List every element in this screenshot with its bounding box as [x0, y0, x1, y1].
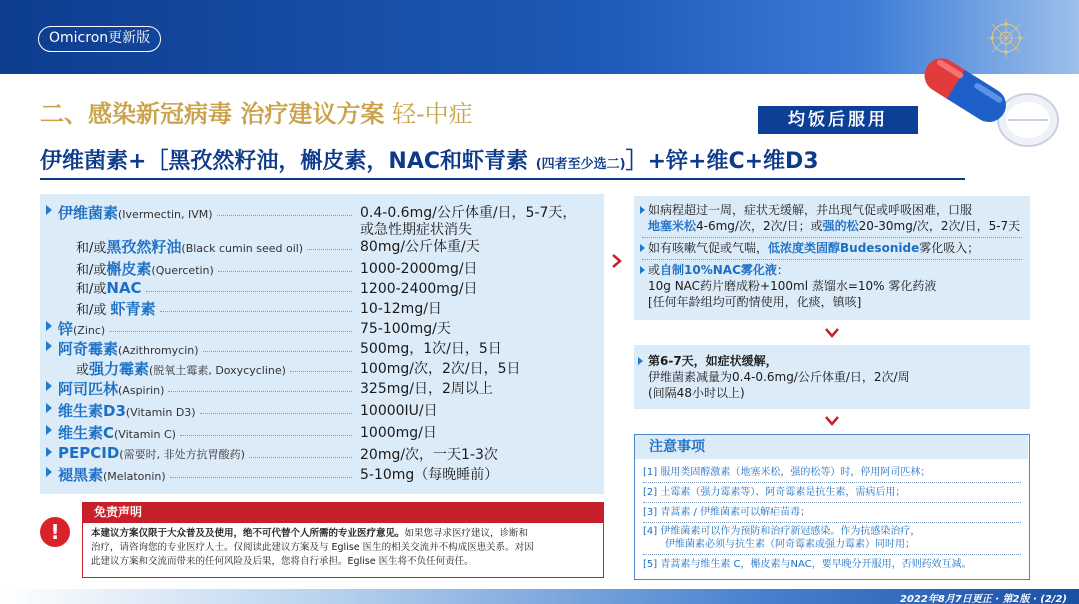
- medication-row: [40, 464, 604, 484]
- medication-english-name: (Melatonin): [103, 470, 166, 483]
- divider: [642, 237, 1022, 238]
- disclaimer-line1: 如果您寻求医疗建议，诊断和: [404, 528, 529, 539]
- medication-name: [76, 358, 286, 379]
- medication-dose: 0.4-0.6mg/公斤体重/日，5-7天，: [360, 205, 577, 221]
- bullet-arrow-icon: [46, 447, 52, 457]
- medication-name: [76, 258, 214, 279]
- list-item: [648, 218, 1020, 234]
- ivermectin-taper: 伊维菌素减量为0.4-0.6mg/公斤体重/日，2次/周: [648, 370, 910, 384]
- nac-label: 自制10%NAC雾化液: [660, 263, 777, 277]
- day6-7-panel: [634, 345, 1030, 409]
- medication-dose: 1000-2000mg/日: [360, 261, 478, 277]
- leader-dots: [109, 331, 352, 332]
- medication-row: [40, 422, 604, 442]
- bullet-arrow-icon: [46, 321, 52, 331]
- medication-prefix: 和/或: [76, 282, 107, 297]
- note-item: [5] 青蒿素与维生素 C，槲皮素与NAC，要早晚分开服用，否则药效互减。: [643, 559, 972, 570]
- medication-dose: 325mg/日，2周以上: [360, 381, 493, 397]
- regimen-headline-part1: 伊维菌素+［黑孜然籽油，槲皮素，NAC和虾青素: [40, 149, 536, 174]
- medication-name: [76, 278, 142, 297]
- medication-row: [40, 318, 604, 338]
- leader-dots: [249, 457, 352, 458]
- chevron-down-icon: [825, 326, 839, 340]
- medication-dose: 10-12mg/日: [360, 301, 442, 317]
- medication-prefix: 和/或: [76, 241, 107, 256]
- page-title: [40, 94, 473, 129]
- bullet-arrow-icon: [46, 381, 52, 391]
- medication-row: [40, 278, 604, 298]
- medication-english-name: (Aspirin): [118, 384, 165, 397]
- leader-dots: [146, 291, 352, 292]
- headline-divider: [40, 178, 965, 180]
- disclaimer-heading: 免责声明: [82, 502, 604, 522]
- medication-dose: 10000IU/日: [360, 403, 438, 419]
- medication-dose: 20mg/次，一天1-3次: [360, 447, 498, 463]
- list-item: [638, 202, 972, 218]
- medication-dose-continued: 或急性期症状消失: [360, 222, 472, 238]
- medication-english-name: (Ivermectin, IVM): [118, 208, 213, 221]
- nac-usage-note: [任何年龄组均可酌情使用，化痰，镇咳]: [648, 295, 862, 309]
- medication-name: [58, 338, 199, 359]
- medication-row: [40, 258, 604, 278]
- bullet-arrow-icon: [46, 467, 52, 477]
- regimen-headline-note: (四者至少选二): [535, 157, 626, 172]
- medication-row: [40, 298, 604, 318]
- medication-dose: 500mg，1次/日，5日: [360, 341, 502, 357]
- medication-label: NAC: [106, 279, 142, 297]
- note-item: [3] 青蒿素 / 伊维菌素可以解疟苗毒；: [643, 507, 811, 518]
- disclaimer-line3: 此建议方案和交流而带来的任何风险及后果，您将自行承担。Eglise 医生将不负任何责任。: [91, 556, 474, 567]
- chevron-down-icon: [825, 414, 839, 428]
- divider: [643, 502, 1021, 503]
- list-item: [638, 262, 789, 278]
- bullet-arrow-icon: [640, 266, 645, 274]
- medication-dose: 75-100mg/天: [360, 321, 451, 337]
- dexamethasone-dose: 4-6mg/次，2次/日；或: [696, 219, 823, 233]
- medication-english-name: (Zinc): [73, 324, 106, 337]
- dexamethasone-label: 地塞米松: [648, 219, 697, 233]
- medication-label: 维生素D3: [58, 402, 126, 420]
- divider: [643, 522, 1021, 523]
- divider: [643, 554, 1021, 555]
- medication-label: 褪黑素: [58, 466, 104, 484]
- nac-or: 或: [648, 263, 661, 277]
- note-item: [1] 服用类固醇激素（地塞米松，强的松等）时，停用阿司匹林；: [643, 467, 931, 478]
- medication-name: [58, 444, 245, 462]
- warning-icon: !: [40, 517, 70, 547]
- medication-panel: [40, 194, 604, 494]
- prednisone-label: 强的松: [822, 219, 859, 233]
- medication-label: 伊维菌素: [58, 204, 119, 222]
- medication-row: [40, 378, 604, 398]
- medication-row: [40, 358, 604, 378]
- nebulize-label: 雾化吸入；: [919, 241, 980, 255]
- medication-label: 强力霉素: [89, 360, 150, 378]
- leader-dots: [180, 435, 352, 436]
- medication-name: [58, 202, 213, 223]
- page-title-severity: 轻-中症: [384, 100, 473, 128]
- precautions-panel: [634, 434, 1030, 580]
- medication-dose: 1200-2400mg/日: [360, 281, 478, 297]
- steroid-line1: 如病程超过一周，症状无缓解，并出现气促或呼吸困难，口服: [648, 203, 973, 217]
- medication-english-name: (Vitamin D3): [125, 406, 196, 419]
- medication-label: 虾青素: [110, 300, 156, 318]
- bullet-arrow-icon: [640, 206, 645, 214]
- bullet-arrow-icon: [640, 244, 645, 252]
- list-item: [638, 353, 778, 369]
- medication-row: [40, 400, 604, 420]
- bullet-arrow-icon: [638, 357, 643, 365]
- nac-recipe: 10g NAC药片磨成粉+100ml 蒸馏水=10% 雾化药液: [648, 279, 937, 293]
- disclaimer-line2: 治疗，请咨询您的专业医疗人士。仅阅读此建议方案及与 Eglise 医生的相关交流并不构成医患关系。对因: [91, 542, 534, 553]
- cough-line: 如有咳嗽气促或气喘，: [648, 241, 769, 255]
- medication-name: [58, 422, 176, 443]
- note-item: [4] 伊维菌素可以作为预防和治疗新冠感染。作为抗感染治疗，: [643, 526, 921, 537]
- severe-symptoms-panel: [634, 196, 1030, 320]
- bullet-arrow-icon: [46, 205, 52, 215]
- bullet-arrow-icon: [46, 403, 52, 413]
- version-badge: Omicron更新版: [38, 26, 161, 52]
- regimen-headline-part2: ］+锌+维C+维D3: [625, 149, 819, 174]
- medication-label: PEPCID: [58, 444, 120, 462]
- budesonide-label: 低浓度类固醇Budesonide: [768, 241, 920, 255]
- leader-dots: [168, 391, 352, 392]
- leader-dots: [200, 413, 352, 414]
- medication-label: 阿奇霉素: [58, 340, 119, 358]
- medication-english-name: (Azithromycin): [118, 344, 199, 357]
- divider: [642, 259, 1022, 260]
- note-item: [2] 土霉素（强力霉素等）、阿奇霉素是抗生素，需病后用；: [643, 487, 906, 498]
- medication-dose: 1000mg/日: [360, 425, 437, 441]
- medication-dose: 100mg/次，2次/日，5日: [360, 361, 521, 377]
- medication-row: [40, 202, 604, 238]
- footer-version: 2022年8月7日更正 · 第2版 · (2/2): [900, 594, 1067, 604]
- medication-label: 锌: [58, 320, 74, 338]
- page-title-main: 二、感染新冠病毒 治疗建议方案: [40, 100, 385, 128]
- leader-dots: [203, 351, 352, 352]
- medication-prefix: 和/或: [76, 263, 107, 278]
- medication-dose: 5-10mg（每晚睡前）: [360, 467, 499, 483]
- medication-name: [76, 236, 303, 257]
- bullet-arrow-icon: [46, 425, 52, 435]
- medication-row: [40, 444, 604, 464]
- leader-dots: [307, 249, 352, 250]
- medication-row: [40, 338, 604, 358]
- medication-name: [76, 298, 156, 319]
- leader-dots: [160, 311, 352, 312]
- leader-dots: [218, 271, 352, 272]
- medication-english-name: (Black cumin seed oil): [181, 242, 304, 255]
- medication-name: [58, 464, 166, 485]
- leader-dots: [170, 477, 352, 478]
- medication-name: [58, 400, 196, 421]
- medication-label: 阿司匹林: [58, 380, 119, 398]
- divider: [643, 482, 1021, 483]
- medication-dose: 80mg/公斤体重/天: [360, 239, 480, 255]
- medication-name: [58, 378, 164, 399]
- disclaimer-body: [82, 522, 604, 578]
- after-meal-tag: 均饭后服用: [758, 106, 918, 134]
- medication-row: [40, 236, 604, 256]
- list-item: [638, 240, 979, 256]
- medication-english-name: (脱氧土霉素, Doxycycline): [149, 364, 286, 377]
- leader-dots: [217, 215, 352, 216]
- medication-prefix: 和/或: [76, 303, 111, 318]
- medication-label: 维生素C: [58, 424, 115, 442]
- medication-label: 黑孜然籽油: [106, 238, 182, 256]
- prednisone-dose: 20-30mg/次，2次/日，5-7天: [858, 219, 1021, 233]
- medication-english-name: (Vitamin C): [114, 428, 176, 441]
- precautions-heading: 注意事项: [635, 435, 1028, 459]
- medication-name: [58, 318, 105, 339]
- disclaimer-bold: 本建议方案仅限于大众普及及使用，绝不可代替个人所需的专业医疗意见。: [91, 528, 405, 539]
- medication-english-name: (Quercetin): [151, 264, 214, 277]
- regimen-headline: [40, 144, 819, 175]
- medication-prefix: 或: [76, 363, 90, 378]
- nac-colon: ：: [776, 263, 789, 277]
- bullet-arrow-icon: [46, 341, 52, 351]
- chevron-right-icon: [610, 254, 624, 268]
- day6-7-heading: 第6-7天，如症状缓解，: [648, 354, 778, 368]
- capsule-pill-icon: [910, 42, 1060, 152]
- leader-dots: [290, 371, 352, 372]
- medication-english-name: (需要时, 非处方抗胃酸药): [119, 448, 245, 461]
- medication-label: 槲皮素: [106, 260, 152, 278]
- interval-note: (间隔48小时以上): [648, 386, 745, 400]
- note-item-continued: 伊维菌素必须与抗生素（阿奇霉素或强力霉素）同时用；: [665, 539, 915, 550]
